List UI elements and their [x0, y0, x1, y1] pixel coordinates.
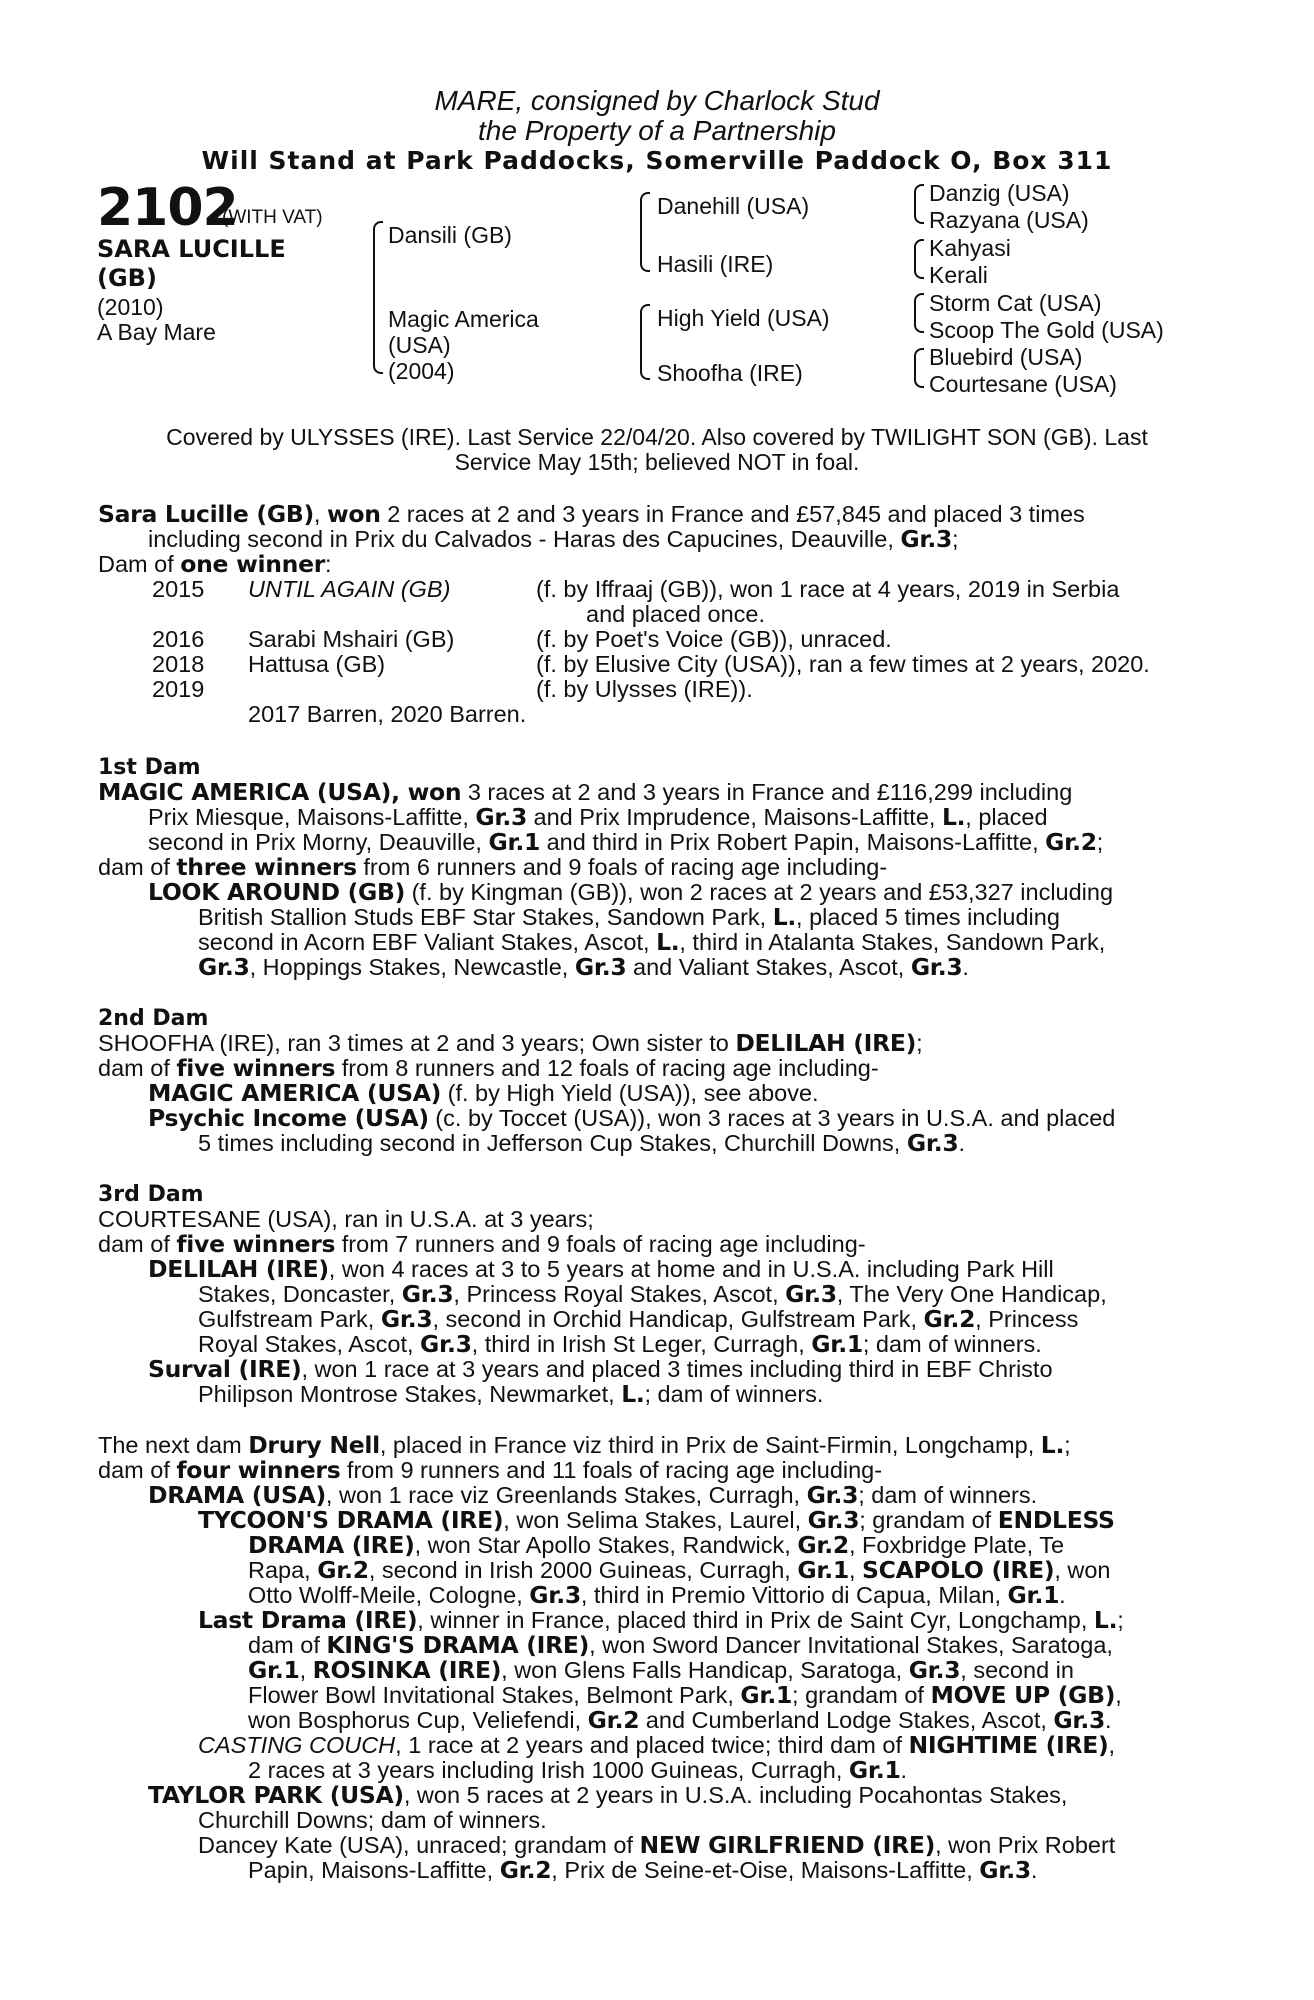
- sdd: Kerali: [929, 262, 988, 288]
- foal-year: 2018: [152, 651, 205, 677]
- dss: Storm Cat (USA): [929, 290, 1102, 316]
- horse-name: SARA LUCILLE (GB): [97, 235, 286, 292]
- dam-sire: High Yield (USA): [657, 305, 830, 331]
- first-dam-line: second in Prix Morny, Deauville, Gr.1 and third in Prix Robert Papin, Maisons-Laffitte, Gr.2;: [148, 828, 1104, 856]
- third-dam-line: Philipson Montrose Stakes, Newmarket, L.; dam of winners.: [198, 1380, 824, 1408]
- pedigree-brace-dam: [640, 312, 642, 372]
- next-dam-line: Last Drama (IRE), winner in France, placed third in Prix de Saint Cyr, Longchamp, L.;: [198, 1606, 1124, 1634]
- third-dam-line: DELILAH (IRE), won 4 races at 3 to 5 years at home and in U.S.A. including Park Hill: [148, 1255, 1054, 1283]
- foal-name: Sarabi Mshairi (GB): [248, 626, 455, 652]
- second-dam-line: dam of five winners from 8 runners and 12 foals of racing age including-: [98, 1054, 879, 1082]
- next-dam-line: Papin, Maisons-Laffitte, Gr.2, Prix de Seine-et-Oise, Maisons-Laffitte, Gr.3.: [248, 1856, 1038, 1884]
- dam-dam: Shoofha (IRE): [657, 360, 803, 386]
- sire: Dansili (GB): [388, 222, 512, 248]
- first-dam-line: British Stallion Studs EBF Star Stakes, Sandown Park, L., placed 5 times including: [198, 903, 1060, 931]
- first-dam-line: Gr.3, Hoppings Stakes, Newcastle, Gr.3 and Valiant Stakes, Ascot, Gr.3.: [198, 953, 969, 981]
- next-dam-line: dam of KING'S DRAMA (IRE), won Sword Dancer Invitational Stakes, Saratoga,: [248, 1631, 1113, 1659]
- produce-intro: Sara Lucille (GB), won 2 races at 2 and 3 years in France and £57,845 and placed 3 times: [98, 500, 1085, 528]
- next-dam-line: Churchill Downs; dam of winners.: [198, 1807, 547, 1833]
- horse-description: A Bay Mare: [97, 319, 216, 345]
- next-dam-line: TAYLOR PARK (USA), won 5 races at 2 years in U.S.A. including Pocahontas Stakes,: [148, 1781, 1068, 1809]
- second-dam-title: 2nd Dam: [98, 1006, 209, 1031]
- next-dam-line: Gr.1, ROSINKA (IRE), won Glens Falls Handicap, Saratoga, Gr.3, second in: [248, 1656, 1074, 1684]
- vat-note: (WITH VAT): [222, 207, 323, 228]
- sss: Danzig (USA): [929, 180, 1070, 206]
- second-dam-line: 5 times including second in Jefferson Cup Stakes, Churchill Downs, Gr.3.: [198, 1129, 965, 1157]
- property-subtitle: the Property of a Partnership: [478, 115, 836, 146]
- sds: Kahyasi: [929, 235, 1011, 261]
- pedigree-brace-sire: [640, 200, 642, 264]
- sire-sire: Danehill (USA): [657, 193, 810, 219]
- barren-years: 2017 Barren, 2020 Barren.: [248, 701, 527, 727]
- foal-year: 2015: [152, 576, 205, 602]
- foaling-year: (2010): [97, 294, 164, 320]
- foal-detail: (f. by Ulysses (IRE)).: [536, 676, 753, 702]
- third-dam-title: 3rd Dam: [98, 1182, 204, 1207]
- first-dam-line: Prix Miesque, Maisons-Laffitte, Gr.3 and Prix Imprudence, Maisons-Laffitte, L., placed: [148, 803, 1048, 831]
- dam-of-line: Dam of one winner:: [98, 550, 332, 578]
- ddd: Courtesane (USA): [929, 371, 1117, 397]
- foal-year: 2019: [152, 676, 205, 702]
- foal-detail: (f. by Iffraaj (GB)), won 1 race at 4 years, 2019 in Serbia: [536, 576, 1120, 602]
- stand-location: Will Stand at Park Paddocks, Somerville Paddock O, Box 311: [201, 146, 1113, 175]
- next-dam-line: won Bosphorus Cup, Veliefendi, Gr.2 and Cumberland Lodge Stakes, Ascot, Gr.3.: [248, 1706, 1112, 1734]
- first-dam-line: second in Acorn EBF Valiant Stakes, Ascot, L., third in Atalanta Stakes, Sandown Park,: [198, 928, 1106, 956]
- dsd: Scoop The Gold (USA): [929, 317, 1164, 343]
- ssd: Razyana (USA): [929, 207, 1089, 233]
- third-dam-line: Royal Stakes, Ascot, Gr.3, third in Irish St Leger, Curragh, Gr.1; dam of winners.: [198, 1330, 1042, 1358]
- third-dam-line: COURTESANE (USA), ran in U.S.A. at 3 years;: [98, 1206, 594, 1232]
- next-dam-line: DRAMA (USA), won 1 race viz Greenlands Stakes, Curragh, Gr.3; dam of winners.: [148, 1481, 1038, 1509]
- pedigree-brace-7: [914, 356, 916, 380]
- next-dam-line: The next dam Drury Nell, placed in France viz third in Prix de Saint-Firmin, Longchamp, L.;: [98, 1431, 1071, 1459]
- third-dam-line: Stakes, Doncaster, Gr.3, Princess Royal Stakes, Ascot, Gr.3, The Very One Handicap,: [198, 1280, 1107, 1308]
- pedigree-brace-4: [914, 192, 916, 216]
- foal-detail: (f. by Poet's Voice (GB)), unraced.: [536, 626, 892, 652]
- dam: Magic America (USA) (2004): [388, 306, 539, 384]
- first-dam-line: LOOK AROUND (GB) (f. by Kingman (GB)), won 2 races at 2 years and £53,327 including: [148, 878, 1114, 906]
- first-dam-title: 1st Dam: [98, 755, 201, 780]
- pedigree-brace-6: [914, 301, 916, 325]
- next-dam-line: DRAMA (IRE), won Star Apollo Stakes, Randwick, Gr.2, Foxbridge Plate, Te: [248, 1531, 1065, 1559]
- foal-detail: (f. by Elusive City (USA)), ran a few times at 2 years, 2020.: [536, 651, 1150, 677]
- first-dam-line: dam of three winners from 6 runners and 9 foals of racing age including-: [98, 853, 888, 881]
- foal-year: 2016: [152, 626, 205, 652]
- third-dam-line: Gulfstream Park, Gr.3, second in Orchid Handicap, Gulfstream Park, Gr.2, Princess: [198, 1305, 1079, 1333]
- third-dam-line: dam of five winners from 7 runners and 9 foals of racing age including-: [98, 1230, 866, 1258]
- dds: Bluebird (USA): [929, 344, 1083, 370]
- next-dam-line: Otto Wolff-Meile, Cologne, Gr.3, third in Premio Vittorio di Capua, Milan, Gr.1.: [248, 1581, 1066, 1609]
- third-dam-line: Surval (IRE), won 1 race at 3 years and placed 3 times including third in EBF Christo: [148, 1355, 1053, 1383]
- foal-name: UNTIL AGAIN (GB): [248, 576, 451, 602]
- second-dam-line: SHOOFHA (IRE), ran 3 times at 2 and 3 years; Own sister to DELILAH (IRE);: [98, 1029, 923, 1057]
- lot-number: 2102: [97, 178, 238, 238]
- covering-line-1: Covered by ULYSSES (IRE). Last Service 22/04/20. Also covered by TWILIGHT SON (GB). Last: [166, 424, 1148, 450]
- next-dam-line: Flower Bowl Invitational Stakes, Belmont Park, Gr.1; grandam of MOVE UP (GB),: [248, 1681, 1122, 1709]
- foal-detail-2: and placed once.: [586, 601, 766, 627]
- consignor-title: MARE, consigned by Charlock Stud: [434, 85, 880, 116]
- next-dam-line: 2 races at 3 years including Irish 1000 Guineas, Curragh, Gr.1.: [248, 1756, 908, 1784]
- next-dam-line: Rapa, Gr.2, second in Irish 2000 Guineas, Curragh, Gr.1, SCAPOLO (IRE), won: [248, 1556, 1111, 1584]
- first-dam-line: MAGIC AMERICA (USA), won 3 races at 2 and 3 years in France and £116,299 including: [98, 778, 1073, 806]
- second-dam-line: MAGIC AMERICA (USA) (f. by High Yield (USA)), see above.: [148, 1079, 819, 1107]
- next-dam-line: TYCOON'S DRAMA (IRE), won Selima Stakes, Laurel, Gr.3; grandam of ENDLESS: [198, 1506, 1115, 1534]
- next-dam-line: dam of four winners from 9 runners and 11 foals of racing age including-: [98, 1456, 883, 1484]
- next-dam-line: CASTING COUCH, 1 race at 2 years and placed twice; third dam of NIGHTIME (IRE),: [198, 1731, 1115, 1759]
- pedigree-brace-main: [373, 229, 375, 366]
- pedigree-brace-5: [914, 247, 916, 271]
- second-dam-line: Psychic Income (USA) (c. by Toccet (USA)), won 3 races at 3 years in U.S.A. and placed: [148, 1104, 1116, 1132]
- produce-intro-2: including second in Prix du Calvados - Haras des Capucines, Deauville, Gr.3;: [148, 525, 959, 553]
- sire-dam: Hasili (IRE): [657, 251, 774, 277]
- covering-line-2: Service May 15th; believed NOT in foal.: [454, 449, 860, 475]
- next-dam-line: Dancey Kate (USA), unraced; grandam of NEW GIRLFRIEND (IRE), won Prix Robert: [198, 1831, 1116, 1859]
- foal-name: Hattusa (GB): [248, 651, 386, 677]
